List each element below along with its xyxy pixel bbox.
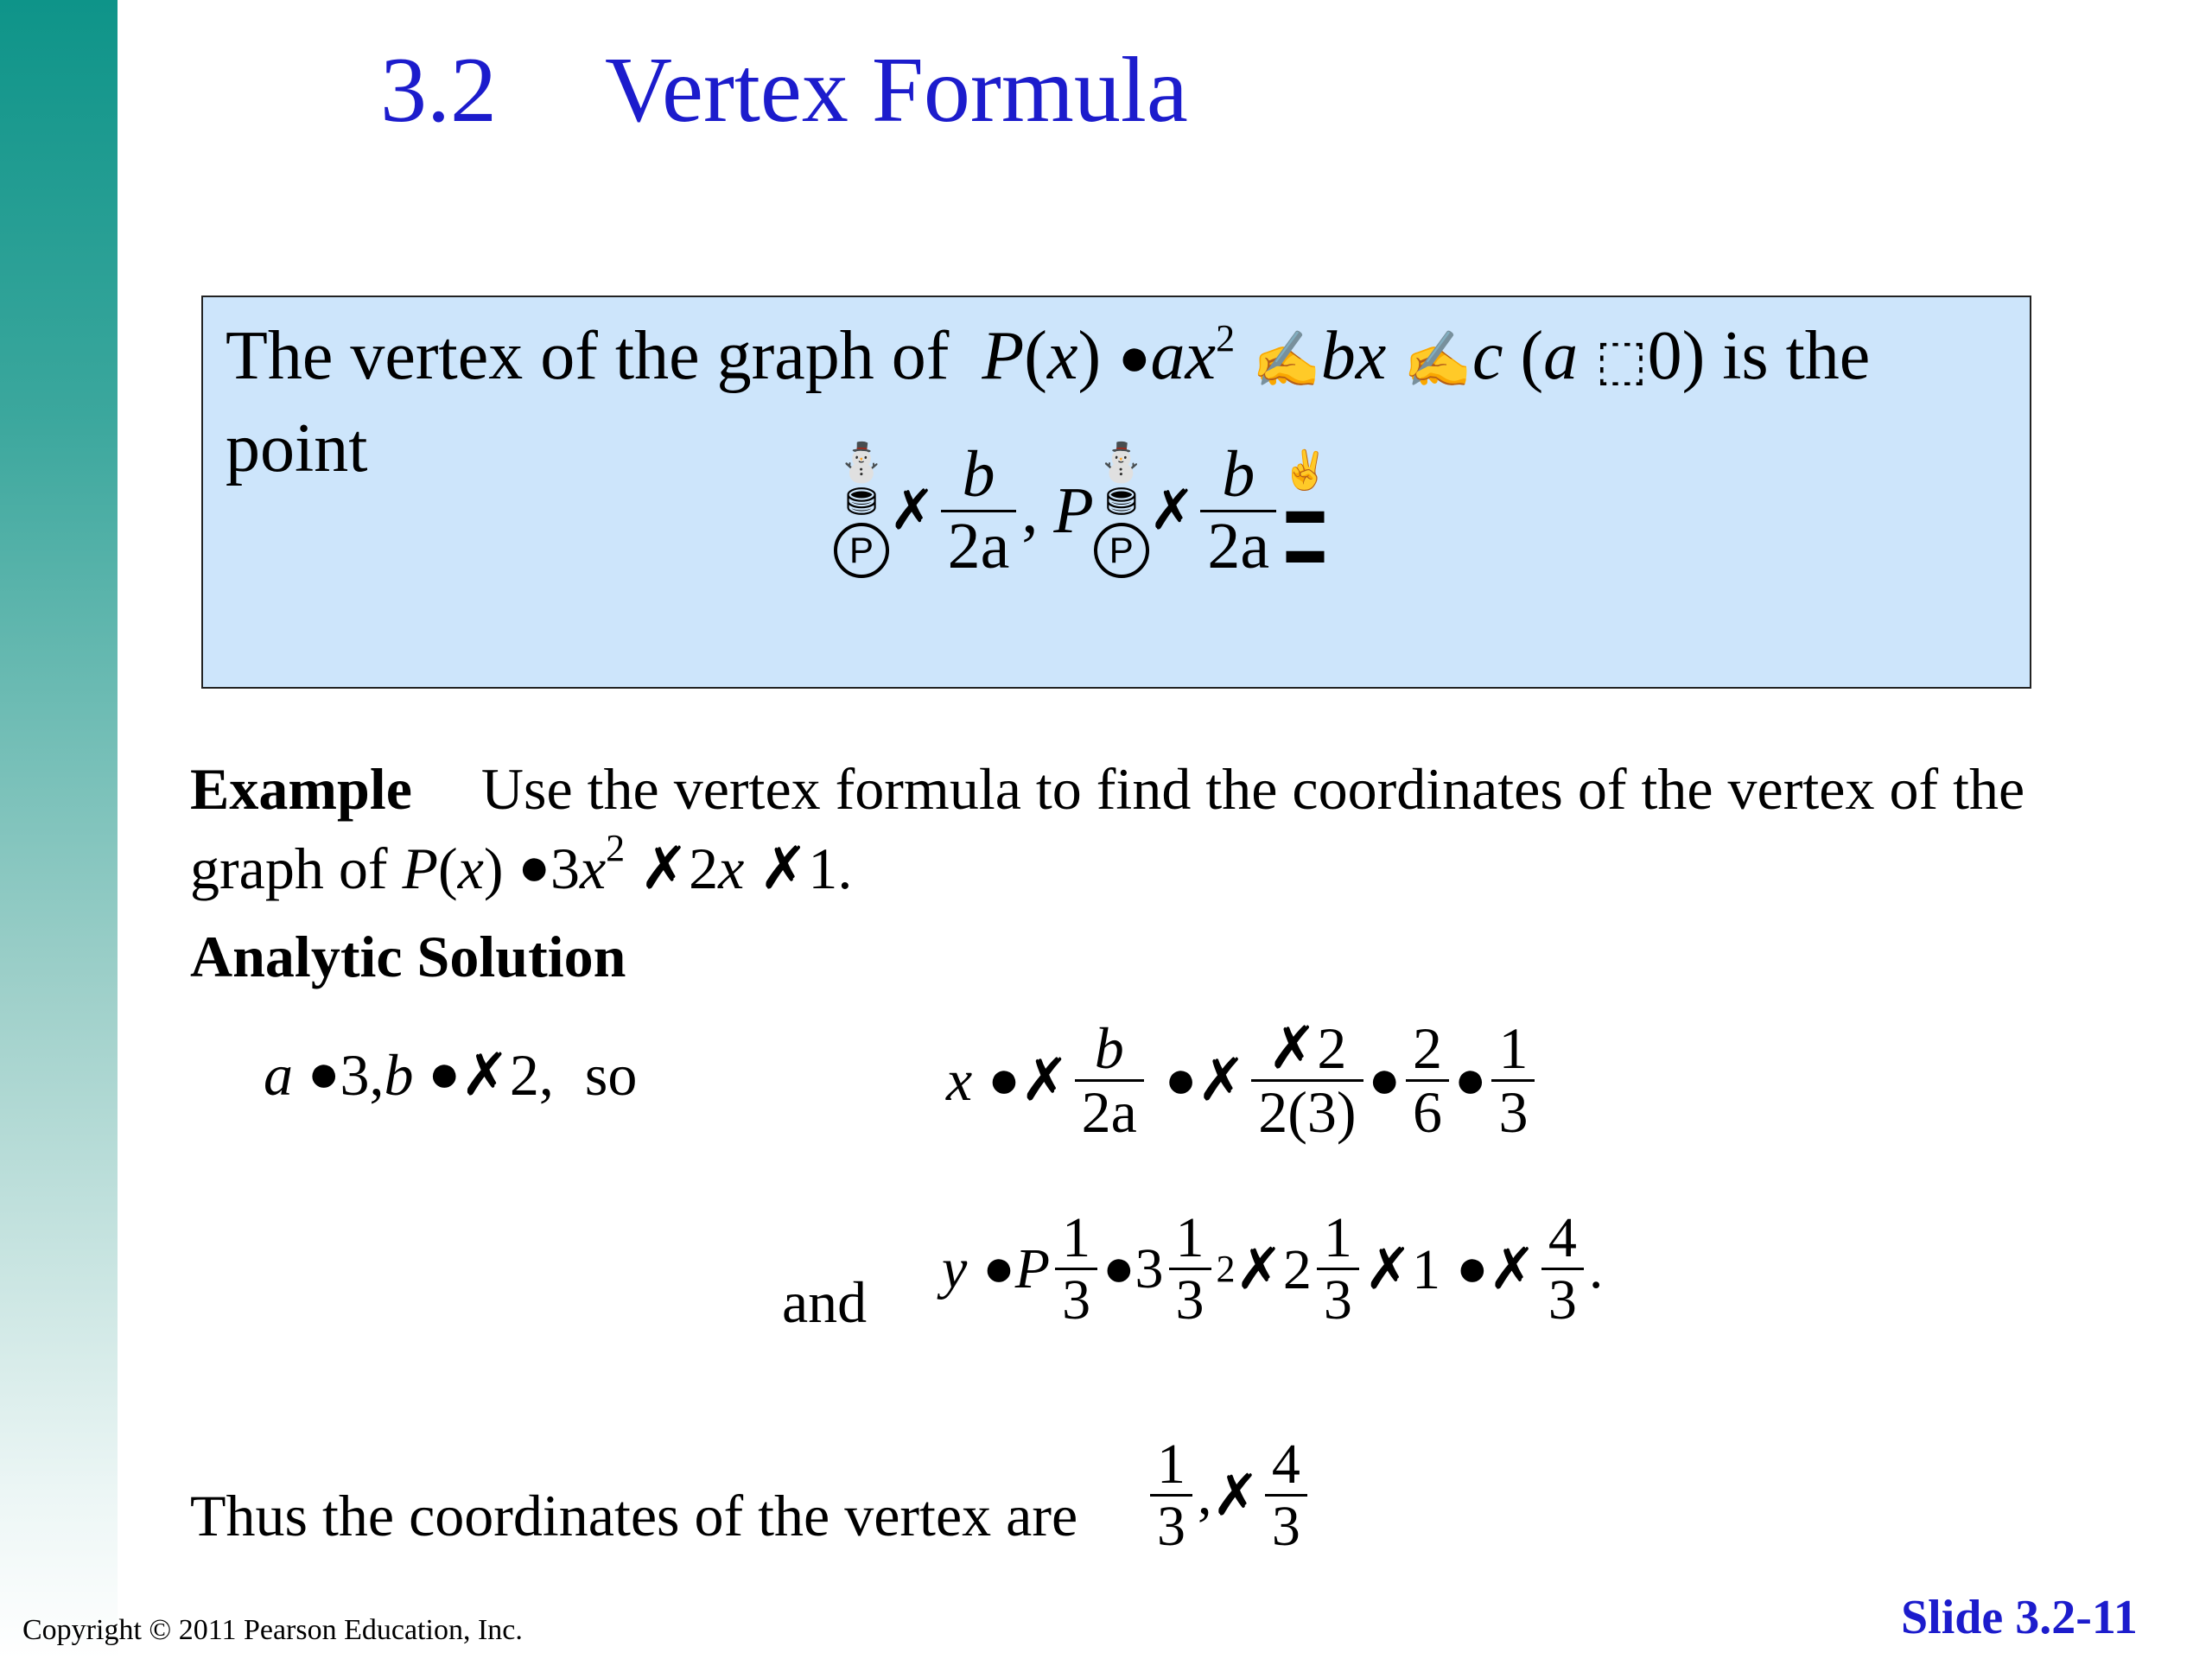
comma: , — [1021, 474, 1039, 547]
fraction-one-third: $\frac{1}{3}$ — [1317, 1208, 1359, 1331]
copyright-notice: Copyright © 2011 Pearson Education, Inc. — [22, 1614, 523, 1646]
minus-glyph: ✗ — [1488, 1237, 1536, 1301]
title-text: Vertex Formula — [605, 39, 1188, 142]
variable-a: a — [1543, 318, 1579, 394]
comma: , — [369, 1042, 385, 1108]
fraction: $\frac{1}{3}$ — [1491, 1018, 1535, 1144]
minus-glyph: ✗ — [1020, 1047, 1070, 1114]
fraction: $\frac{✗2}{2(3)}$ — [1251, 1018, 1363, 1144]
exponent: 2 — [1216, 1248, 1236, 1291]
condition-open: ( — [1503, 318, 1544, 394]
variable: x — [457, 835, 484, 901]
term-ax: ax — [1150, 318, 1217, 394]
equals-glyph: ● — [518, 837, 550, 897]
period: . — [837, 835, 853, 901]
minus-term: ✗1 — [1363, 1237, 1441, 1301]
constant: 1 — [808, 835, 838, 901]
equals-glyph: ● — [1454, 1051, 1487, 1110]
example-paragraph: Example Use the vertex formula to find the coordinates of the vertex of the graph of P(x) $●3x^2$ ✗2x ✗1. — [190, 756, 2025, 901]
variable-a: a — [264, 1042, 293, 1108]
fraction-one-third: $\frac{1}{3}$ — [1055, 1208, 1097, 1331]
comma: , — [538, 1042, 554, 1108]
fraction-b-over-2a: $\frac{b}{2a}$ — [941, 441, 1017, 582]
plus-glyph: ✍ — [1403, 329, 1472, 391]
term-c: c — [1471, 318, 1503, 394]
definition-line-1 — [226, 313, 1870, 399]
slide-number: Slide 3.2-11 — [1901, 1591, 2138, 1644]
equals-glyph: ● — [1456, 1239, 1489, 1299]
equals-glyph: ● — [1368, 1051, 1401, 1110]
y-calculation — [942, 1208, 1603, 1331]
fraction: $\frac{b}{2a}$ — [1075, 1018, 1144, 1144]
period: . — [1588, 1236, 1604, 1300]
a-value: 3 — [340, 1042, 370, 1108]
function-name: P — [402, 835, 439, 901]
minus-term: ✗2 — [1235, 1237, 1312, 1301]
variable: x — [579, 835, 607, 901]
conclusion-text: Thus the coordinates of the vertex are — [190, 1483, 1078, 1548]
equals-glyph: ● — [308, 1045, 340, 1103]
left-brace-glyph: ⛄ ⛃ P — [834, 443, 889, 578]
paren: ( — [1024, 318, 1047, 394]
definition-line-2: point — [226, 410, 368, 486]
given-values — [264, 1041, 637, 1109]
variable-y: y — [942, 1236, 968, 1300]
right-brace-glyph: ✌ ▬ ▬ — [1281, 449, 1329, 572]
equals-glyph: ● — [1103, 1239, 1135, 1299]
equals-glyph: ● — [988, 1051, 1020, 1110]
equals-glyph: ● — [982, 1239, 1015, 1299]
comma: , — [1198, 1463, 1212, 1527]
exponent: 2 — [1216, 317, 1236, 359]
fraction-b-over-2a: $\frac{b}{2a}$ — [1200, 441, 1276, 582]
fraction-result: $\frac{4}{3}$ — [1541, 1208, 1584, 1331]
variable: x — [718, 835, 745, 901]
so-word: so — [584, 1042, 638, 1108]
vertex-coordinates — [1145, 1434, 1313, 1557]
paren: ) — [1077, 318, 1102, 394]
exponent: 2 — [606, 826, 626, 869]
minus-glyph: ✗ — [759, 835, 809, 901]
function-name: P — [1053, 474, 1094, 547]
x-calculation — [946, 1015, 1540, 1146]
coefficient: 3 — [1135, 1236, 1164, 1300]
minus-glyph: ✗ — [1197, 1047, 1247, 1114]
example-label: Example — [190, 756, 412, 822]
section-number: 3.2 — [380, 39, 497, 142]
and-label: and — [782, 1269, 868, 1335]
minus-glyph: ✗ — [889, 480, 936, 542]
fraction: $\frac{1}{3}$ — [1150, 1434, 1192, 1557]
zero: 0 — [1647, 318, 1682, 394]
minus-glyph: ✗ — [639, 835, 690, 901]
minus-glyph: ✗ — [1148, 480, 1196, 542]
fraction: $\frac{2}{6}$ — [1406, 1018, 1449, 1144]
term-bx: bx — [1320, 318, 1387, 394]
not-equal-glyph: ⬚ — [1595, 329, 1648, 391]
equals-glyph: ● — [428, 1045, 461, 1103]
fraction: $\frac{4}{3}$ — [1265, 1434, 1307, 1557]
slide-title — [380, 35, 1188, 147]
equals-glyph: ● — [1164, 1051, 1198, 1110]
condition-close: ) is the — [1681, 318, 1871, 394]
minus-glyph: ✗ — [1211, 1464, 1260, 1528]
plus-glyph: ✍ — [1252, 329, 1321, 391]
definition-text: The vertex of the graph of — [226, 318, 967, 394]
variable-x: x — [946, 1047, 973, 1114]
variable-b: b — [384, 1042, 414, 1108]
equals-glyph: ● — [1118, 328, 1151, 387]
fraction-one-third: $\frac{1}{3}$ — [1169, 1208, 1211, 1331]
sidebar-decoration — [0, 0, 118, 1659]
function-name: P — [1014, 1236, 1051, 1300]
variable: x — [1046, 318, 1078, 394]
example-text: Use the vertex formula to find the coordinates of the vertex of the graph of — [190, 756, 2025, 901]
left-brace-glyph: ⛄ ⛃ P — [1094, 443, 1149, 578]
vertex-formula — [834, 438, 1329, 582]
b-value: ✗2 — [460, 1042, 539, 1108]
analytic-solution-heading: Analytic Solution — [190, 924, 626, 989]
function-name: P — [982, 318, 1025, 394]
coefficient: 3 — [550, 835, 580, 901]
coefficient: 2 — [689, 835, 719, 901]
